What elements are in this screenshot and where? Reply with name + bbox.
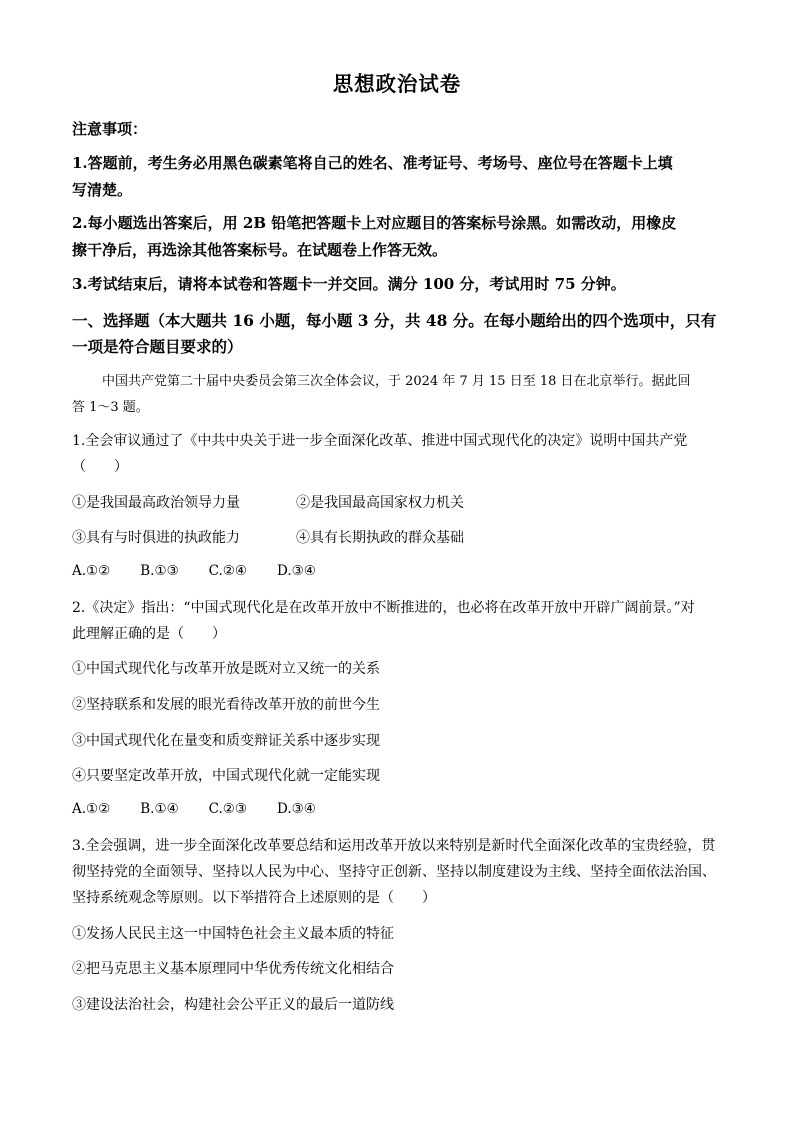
question-1-choices: [72, 563, 346, 579]
notice-item-1: 1.答题前，考生务必用黑色碳素笔将自己的姓名、准考证号、考场号、座位号在答题卡上填: [72, 154, 673, 172]
notice-item-2-cont: 擦干净后，再选涂其他答案标号。在试题卷上作答无效。: [72, 241, 448, 259]
page-title: 思想政治试卷: [332, 72, 462, 96]
section-heading: 一、选择题（本大题共 16 小题，每小题 3 分，共 48 分。在每小题给出的四个选项中，只有: [72, 311, 717, 330]
question-1-option-1: ①是我国最高政治领导力量: [72, 495, 240, 511]
section-heading-cont: 一项是符合题目要求的）: [72, 337, 243, 356]
passage-text: 中国共产党第二十届中央委员会第三次全体会议，于 2024 年 7 月 15 日至 18 日在北京举行。据此回: [102, 374, 691, 389]
passage-text-cont: 答 1～3 题。: [72, 400, 149, 415]
question-1-option-3: ③具有与时俱进的执政能力: [72, 530, 240, 546]
choice-b: B.①④: [140, 801, 179, 817]
question-1-option-2: ②是我国最高国家权力机关: [296, 495, 464, 511]
choice-a: A.①②: [72, 563, 111, 579]
notice-item-1-cont: 写清楚。: [72, 181, 133, 199]
choice-c: C.②③: [208, 801, 248, 817]
question-3-option-3: ③建设法治社会，构建社会公平正义的最后一道防线: [72, 997, 394, 1013]
question-2-option-1: ①中国式现代化与改革开放是既对立又统一的关系: [72, 661, 380, 677]
question-1-option-4: ④具有长期执政的群众基础: [296, 530, 464, 546]
notice-item-3: 3.考试结束后，请将本试卷和答题卡一并交回。满分 100 分，考试用时 75 分钟。: [72, 275, 626, 293]
question-3-option-1: ①发扬人民民主这一中国特色社会主义最本质的特征: [72, 926, 394, 942]
question-2-stem-cont: 此理解正确的是（ ）: [72, 626, 226, 642]
notice-heading: 注意事项：: [72, 120, 148, 138]
question-2-option-4: ④只要坚定改革开放，中国式现代化就一定能实现: [72, 768, 380, 784]
question-2-stem: 2.《决定》指出：“中国式现代化是在改革开放中不断推进的，也必将在改革开放中开辟广阔前景。”对: [72, 600, 695, 616]
question-2-choices: [72, 801, 346, 817]
question-3-stem-cont-2: 坚持系统观念等原则。以下举措符合上述原则的是（ ）: [72, 890, 436, 906]
notice-item-2: 2.每小题选出答案后，用 2B 铅笔把答题卡上对应题目的答案标号涂黑。如需改动，用橡皮: [72, 214, 677, 232]
choice-c: C.②④: [208, 563, 248, 579]
question-3-option-2: ②把马克思主义基本原理同中华优秀传统文化相结合: [72, 961, 394, 977]
question-3-stem-cont: 彻坚持党的全面领导、坚持以人民为中心、坚持守正创新、坚持以制度建设为主线、坚持全面依法治国、: [72, 864, 716, 880]
question-1-stem-cont: （ ）: [72, 459, 128, 475]
choice-d: D.③④: [277, 563, 316, 579]
question-3-stem: 3.全会强调，进一步全面深化改革要总结和运用改革开放以来特别是新时代全面深化改革的宝贵经验，贯: [72, 838, 716, 854]
choice-b: B.①③: [140, 563, 179, 579]
question-2-option-2: ②坚持联系和发展的眼光看待改革开放的前世今生: [72, 697, 380, 713]
question-2-option-3: ③中国式现代化在量变和质变辩证关系中逐步实现: [72, 733, 380, 749]
choice-a: A.①②: [72, 801, 111, 817]
question-1-stem: 1.全会审议通过了《中共中央关于进一步全面深化改革、推进中国式现代化的决定》说明中国共产党: [72, 433, 688, 449]
choice-d: D.③④: [277, 801, 316, 817]
